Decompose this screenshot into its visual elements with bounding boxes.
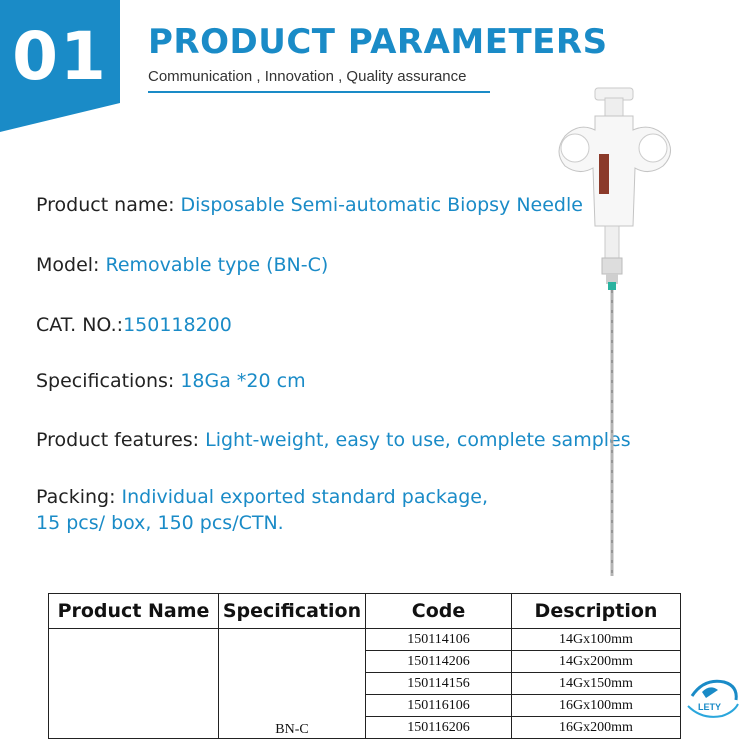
section-number: 01 bbox=[12, 18, 108, 95]
param-product-features bbox=[36, 429, 631, 451]
product-table bbox=[48, 593, 681, 739]
param-specifications bbox=[36, 370, 306, 392]
description-cell: 14Gx200mm bbox=[512, 651, 681, 673]
param-packing bbox=[36, 486, 488, 534]
col-header-description: Description bbox=[512, 594, 681, 629]
param-value: Individual exported standard package, bbox=[121, 486, 489, 508]
description-cell: 16Gx100mm bbox=[512, 695, 681, 717]
col-header-product-name: Product Name bbox=[49, 594, 219, 629]
param-label: CAT. NO.: bbox=[36, 314, 124, 336]
col-header-specification: Specification bbox=[219, 594, 366, 629]
code-cell: 150114106 bbox=[366, 629, 512, 651]
param-value: Light-weight, easy to use, complete samples bbox=[205, 429, 631, 451]
param-cat-no bbox=[36, 314, 232, 336]
param-label: Product features: bbox=[36, 429, 200, 451]
code-cell: 150114206 bbox=[366, 651, 512, 673]
param-label: Product name: bbox=[36, 194, 175, 216]
param-value: 150118200 bbox=[123, 314, 232, 336]
param-value: Disposable Semi-automatic Biopsy Needle bbox=[180, 194, 583, 216]
table-header-row bbox=[49, 594, 681, 629]
spec-cell: BN-C bbox=[219, 629, 366, 739]
param-value: 18Ga *20 cm bbox=[180, 370, 306, 392]
product-name-cell bbox=[49, 629, 219, 739]
code-cell: 150116206 bbox=[366, 717, 512, 739]
param-product-name bbox=[36, 194, 583, 216]
biopsy-needle-image bbox=[555, 86, 675, 586]
code-cell: 150116106 bbox=[366, 695, 512, 717]
description-cell: 16Gx200mm bbox=[512, 717, 681, 739]
param-label: Packing: bbox=[36, 486, 116, 508]
param-label: Model: bbox=[36, 254, 100, 276]
page-title: PRODUCT PARAMETERS bbox=[148, 22, 608, 62]
col-header-code: Code bbox=[366, 594, 512, 629]
lety-logo bbox=[684, 676, 742, 724]
logo-text: LETY bbox=[698, 702, 722, 712]
param-value-line2: 15 pcs/ box, 150 pcs/CTN. bbox=[36, 512, 284, 534]
param-value: Removable type (BN-C) bbox=[105, 254, 329, 276]
code-cell: 150114156 bbox=[366, 673, 512, 695]
param-label: Specifications: bbox=[36, 370, 175, 392]
table-row bbox=[49, 629, 681, 651]
param-model bbox=[36, 254, 328, 276]
description-cell: 14Gx150mm bbox=[512, 673, 681, 695]
description-cell: 14Gx100mm bbox=[512, 629, 681, 651]
page-subtitle: Communication , Innovation , Quality assurance bbox=[148, 68, 490, 93]
